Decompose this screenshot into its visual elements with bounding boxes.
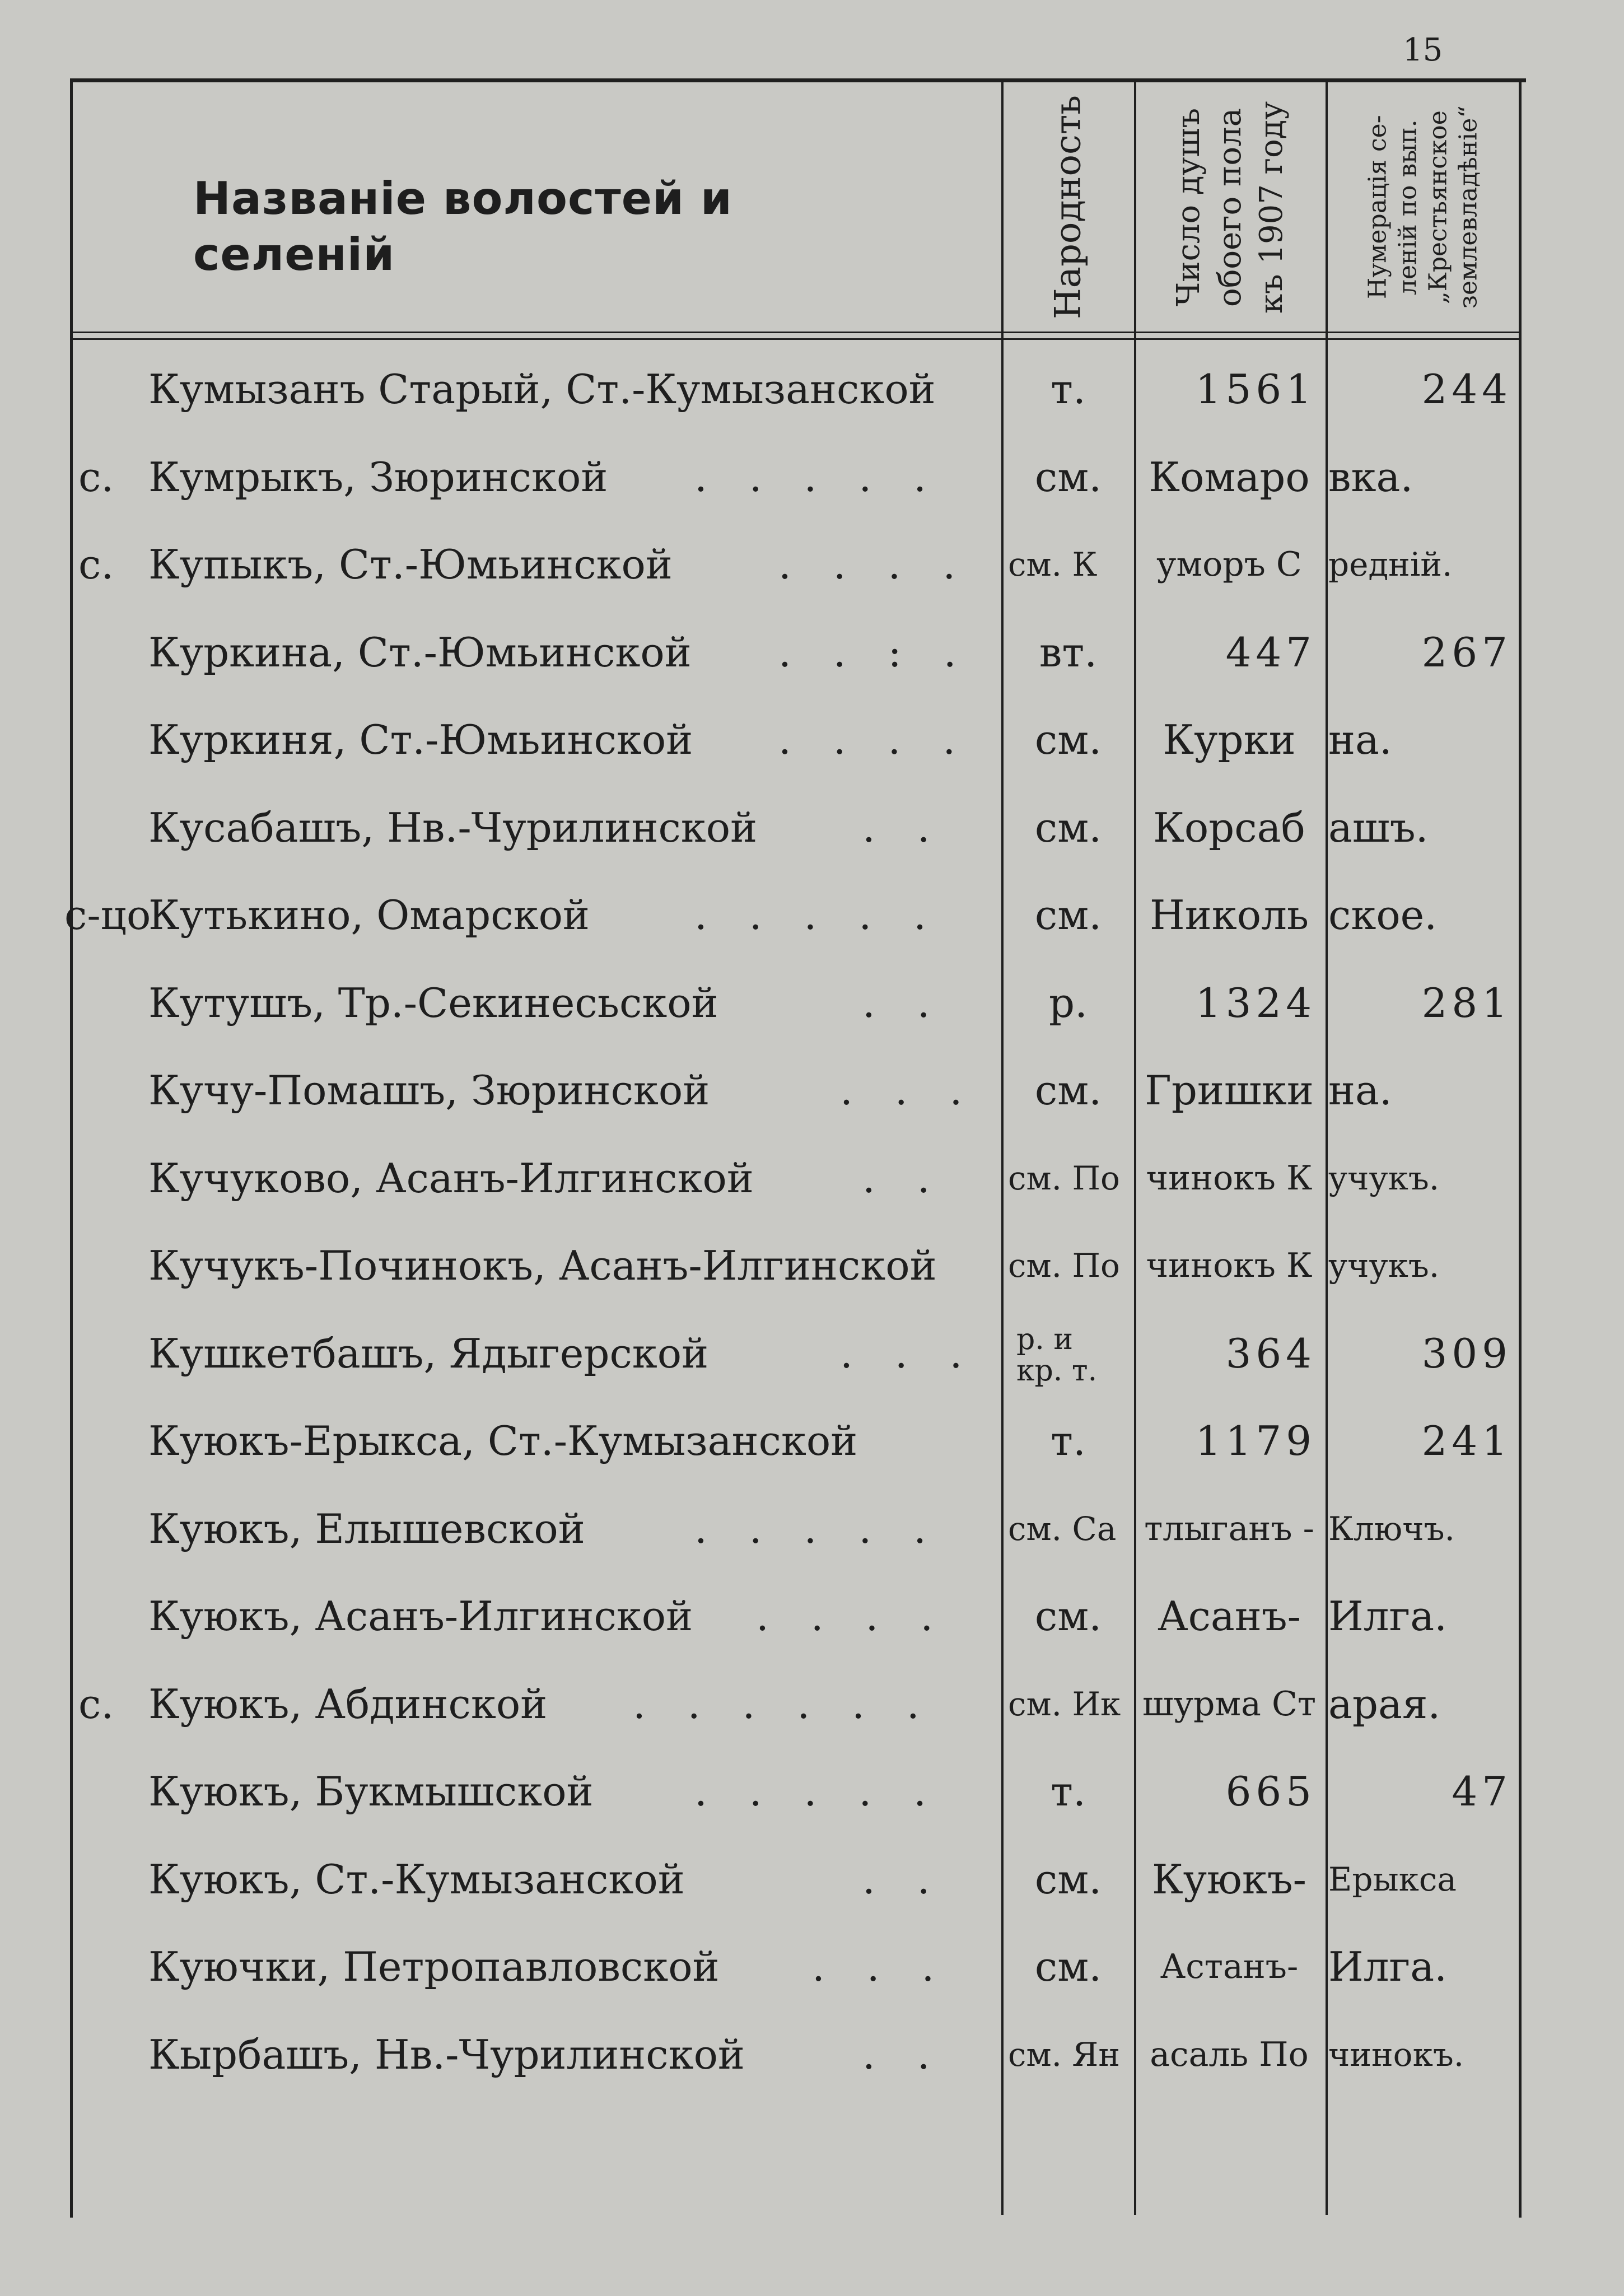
leader-dots: . .	[862, 2031, 945, 2078]
numeration: Илга.	[1328, 1593, 1448, 1640]
population-count: Асанъ-	[1158, 1593, 1301, 1640]
settlement-name: Кумызанъ Старый, Ст.-Кумызанской	[148, 366, 936, 413]
table-row	[0, 610, 1624, 694]
nationality: см.	[1034, 453, 1102, 501]
numeration: ашъ.	[1328, 804, 1429, 851]
settlement-name: Кучуково, Асанъ-Илгинской	[148, 1154, 754, 1202]
leader-dots: . .	[862, 979, 945, 1026]
numeration: 241	[1421, 1417, 1512, 1464]
nationality: см.	[1034, 1067, 1102, 1114]
numeration: 281	[1421, 979, 1512, 1026]
numeration: чинокъ.	[1328, 2035, 1464, 2074]
table-row	[0, 1749, 1624, 1833]
population-count: асаль По	[1150, 2034, 1309, 2074]
population-count: Гришки	[1145, 1067, 1314, 1114]
numeration-column-header: Нумерація се- леній по вып. „Крестьянское землевладѣніе“	[1363, 105, 1483, 309]
top-rule	[70, 78, 1526, 82]
header-rule-upper	[70, 332, 1520, 333]
settlement-name: Кучукъ-Починокъ, Асанъ-Илгинской	[148, 1242, 937, 1289]
population-count: Комаро	[1149, 453, 1310, 501]
nationality: см. Са	[1008, 1509, 1117, 1548]
population-count: Астанъ-	[1160, 1947, 1299, 1986]
settlement-name: Куркина, Ст.-Юмьинской	[148, 628, 692, 676]
numeration: учукъ.	[1328, 1247, 1440, 1285]
leader-dots: . . . .	[778, 541, 970, 588]
table-row	[0, 1224, 1624, 1308]
table-row	[0, 698, 1624, 782]
name-column-header: Названіе волостей и селеній	[193, 172, 732, 281]
settlement-name: Кырбашъ, Нв.-Чурилинской	[148, 2031, 745, 2078]
table-row	[0, 435, 1624, 519]
table-row	[0, 1574, 1624, 1658]
nationality: см.	[1034, 892, 1102, 939]
table-row	[0, 1487, 1624, 1571]
nationality: см.	[1034, 1855, 1102, 1903]
leader-dots: . .	[862, 1855, 945, 1903]
leader-dots: . . . . .	[694, 892, 941, 939]
numeration: 309	[1421, 1329, 1512, 1377]
nationality: см.	[1034, 716, 1102, 763]
table-row	[0, 786, 1624, 870]
population-count: 665	[1225, 1768, 1316, 1815]
leader-dots: . . .	[840, 1329, 977, 1377]
population-count: Корсаб	[1153, 804, 1305, 851]
settlement-name: Куркиня, Ст.-Юмьинской	[148, 716, 693, 763]
numeration: Илга.	[1328, 1943, 1448, 1990]
table-row	[0, 522, 1624, 606]
table-row	[0, 2013, 1624, 2097]
population-count: 364	[1225, 1329, 1316, 1377]
numeration: редній.	[1328, 545, 1453, 584]
population-count: Куюкъ-	[1152, 1855, 1306, 1903]
leader-dots: . . . . .	[694, 453, 941, 501]
table-row	[0, 1048, 1624, 1132]
leader-dots: . . . . .	[694, 1505, 941, 1552]
settlement-type: с-цо	[64, 892, 151, 939]
numeration: на.	[1328, 1067, 1392, 1114]
leader-dots: . . : .	[778, 628, 971, 676]
settlement-name: Кутушъ, Тр.-Секинесьской	[148, 979, 718, 1026]
population-count: Николь	[1149, 892, 1309, 939]
numeration: ское.	[1328, 892, 1438, 939]
population-count: 1561	[1195, 366, 1316, 413]
leader-dots: . . .	[840, 1067, 977, 1114]
table-row	[0, 1662, 1624, 1746]
nationality: см. Ик	[1008, 1684, 1121, 1723]
nationality: см.	[1034, 804, 1102, 851]
table-row	[0, 347, 1624, 431]
nationality: т.	[1051, 1417, 1086, 1464]
nationality: т.	[1051, 1768, 1086, 1815]
table-row	[0, 961, 1624, 1045]
table-row	[0, 1837, 1624, 1921]
table-row	[0, 1925, 1624, 2009]
nationality: см. По	[1008, 1159, 1120, 1197]
settlement-name: Куючки, Петропавловской	[148, 1943, 720, 1990]
settlement-name: Куюкъ, Букмышской	[148, 1768, 594, 1815]
numeration: учукъ.	[1328, 1159, 1440, 1197]
settlement-name: Куюкъ, Абдинской	[148, 1680, 548, 1728]
nationality: см. Ян	[1008, 2035, 1120, 2074]
leader-dots: . . .	[812, 1943, 949, 1990]
nationality: см.	[1034, 1593, 1102, 1640]
population-count: уморъ С	[1156, 545, 1302, 584]
table-row	[0, 1136, 1624, 1220]
settlement-name: Куюкъ-Ерыкса, Ст.-Кумызанской	[148, 1417, 858, 1464]
settlement-name: Кумрыкъ, Зюринской	[148, 453, 608, 501]
numeration: 267	[1421, 628, 1512, 676]
numeration: вка.	[1328, 453, 1413, 501]
nationality: см. По	[1008, 1247, 1120, 1285]
nationality: р.	[1049, 979, 1088, 1026]
leader-dots: . .	[862, 804, 945, 851]
settlement-name: Куюкъ, Елышевской	[148, 1505, 585, 1552]
table-row	[0, 1312, 1624, 1396]
leader-dots: . . . .	[778, 716, 970, 763]
population-count: 1179	[1195, 1417, 1316, 1464]
population-count: Курки	[1163, 716, 1296, 763]
leader-dots: . . . . .	[694, 1768, 941, 1815]
settlement-name: Куюкъ, Асанъ-Илгинской	[148, 1593, 693, 1640]
settlement-type: с.	[78, 453, 114, 501]
header-rule-lower	[70, 338, 1520, 340]
settlement-name: Кутькино, Омарской	[148, 892, 590, 939]
settlement-name: Кушкетбашъ, Ядыгерской	[148, 1329, 709, 1377]
nationality: т.	[1051, 366, 1086, 413]
population-count: шурма Ст	[1142, 1684, 1317, 1724]
numeration: Ключъ.	[1328, 1509, 1455, 1548]
leader-dots: . .	[862, 1154, 945, 1202]
population-count: чинокъ К	[1146, 1246, 1313, 1285]
leader-dots: . . . . . .	[633, 1680, 934, 1728]
nationality: р. и кр. т.	[1016, 1322, 1098, 1388]
settlement-type: с.	[78, 541, 114, 588]
table-row	[0, 873, 1624, 957]
settlement-name: Купыкъ, Ст.-Юмьинской	[148, 541, 673, 588]
population-count: чинокъ К	[1146, 1158, 1313, 1198]
numeration: 47	[1452, 1768, 1512, 1815]
population-count: 447	[1225, 628, 1316, 676]
page-number: 15	[1403, 32, 1443, 68]
table-row	[0, 1399, 1624, 1483]
numeration: арая.	[1328, 1680, 1441, 1728]
settlement-type: с.	[78, 1680, 114, 1728]
nationality: см. К	[1008, 545, 1098, 584]
numeration: Ерыкса	[1328, 1860, 1457, 1898]
numeration: на.	[1328, 716, 1392, 763]
settlement-name: Кучу-Помашъ, Зюринской	[148, 1067, 710, 1114]
settlement-name: Куюкъ, Ст.-Кумызанской	[148, 1855, 685, 1903]
numeration: 244	[1421, 366, 1512, 413]
count-column-header: Число душъ обоего пола къ 1907 году	[1170, 101, 1290, 314]
population-count: 1324	[1195, 979, 1316, 1026]
leader-dots: . . . .	[756, 1593, 948, 1640]
nationality-column-header: Народность	[1047, 95, 1089, 320]
nationality: вт.	[1039, 628, 1098, 676]
population-count: тлыганъ -	[1144, 1509, 1314, 1548]
settlement-name: Кусабашъ, Нв.-Чурилинской	[148, 804, 758, 851]
nationality: см.	[1034, 1943, 1102, 1990]
